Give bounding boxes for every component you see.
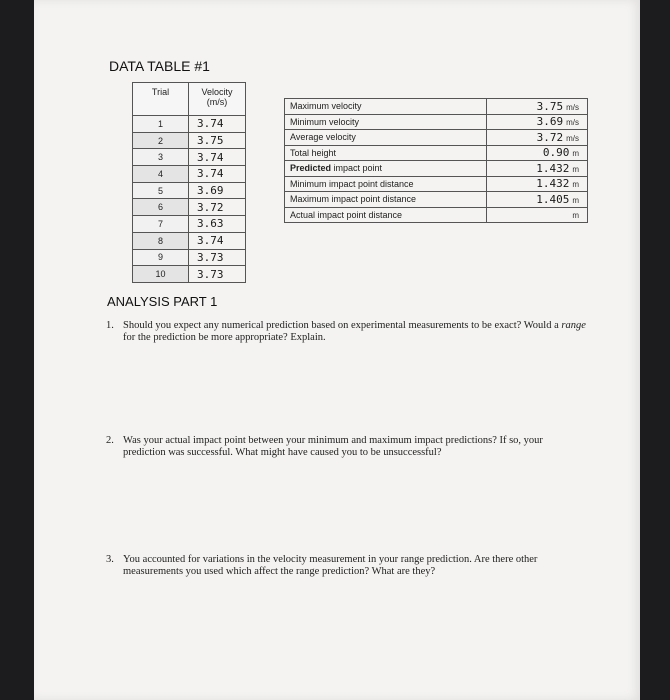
trial-cell: 1 bbox=[133, 116, 189, 133]
trial-cell: 8 bbox=[133, 232, 189, 249]
velocity-cell: 3.74 bbox=[189, 166, 246, 183]
table-row bbox=[285, 99, 588, 115]
table-row bbox=[285, 207, 588, 223]
trial-velocity-table bbox=[132, 82, 246, 283]
velocity-header-label: Velocity bbox=[201, 87, 233, 97]
data-table-title: DATA TABLE #1 bbox=[109, 58, 210, 74]
summary-unit: m/s bbox=[566, 102, 579, 112]
summary-value-cell bbox=[487, 207, 588, 223]
question-number: 3. bbox=[106, 554, 114, 565]
velocity-cell: 3.74 bbox=[189, 149, 246, 166]
velocity-summary-table bbox=[284, 98, 588, 223]
summary-value: 1.405 bbox=[536, 192, 570, 206]
trial-cell: 2 bbox=[133, 132, 189, 149]
table-row bbox=[133, 266, 246, 283]
trial-header: Trial bbox=[133, 83, 189, 116]
worksheet-page bbox=[34, 0, 640, 700]
velocity-cell: 3.74 bbox=[189, 116, 246, 133]
summary-label: Minimum velocity bbox=[285, 114, 487, 130]
summary-value-cell bbox=[487, 114, 588, 130]
table-row bbox=[133, 116, 246, 133]
summary-unit: m bbox=[572, 164, 579, 174]
question-2 bbox=[106, 435, 586, 458]
velocity-cell: 3.74 bbox=[189, 232, 246, 249]
summary-value-cell bbox=[487, 176, 588, 192]
table-row bbox=[133, 182, 246, 199]
summary-value: 3.72 bbox=[536, 130, 564, 144]
table-row bbox=[285, 192, 588, 208]
summary-label: Actual impact point distance bbox=[285, 207, 487, 223]
summary-unit: m/s bbox=[566, 133, 579, 143]
trial-cell: 6 bbox=[133, 199, 189, 216]
summary-label bbox=[285, 161, 487, 177]
velocity-header-unit: (m/s) bbox=[206, 97, 228, 107]
table-row bbox=[133, 166, 246, 183]
summary-value-cell bbox=[487, 192, 588, 208]
velocity-cell: 3.69 bbox=[189, 182, 246, 199]
question-1 bbox=[106, 320, 586, 343]
table-row bbox=[133, 132, 246, 149]
table-row bbox=[133, 199, 246, 216]
summary-label: Average velocity bbox=[285, 130, 487, 146]
summary-value: 3.69 bbox=[536, 115, 564, 129]
question-text-part: Should you expect any numerical prediction based on experimental measurements to be exact? Would a bbox=[123, 320, 562, 331]
summary-value-cell bbox=[487, 145, 588, 161]
summary-unit: m bbox=[572, 211, 579, 221]
table-row bbox=[133, 232, 246, 249]
table-row bbox=[285, 145, 588, 161]
table-row bbox=[285, 130, 588, 146]
trial-cell: 7 bbox=[133, 216, 189, 233]
summary-unit: m bbox=[572, 149, 579, 159]
analysis-title: ANALYSIS PART 1 bbox=[107, 294, 218, 309]
question-text bbox=[123, 320, 586, 343]
summary-label: Minimum impact point distance bbox=[285, 176, 487, 192]
trial-cell: 10 bbox=[133, 266, 189, 283]
summary-label: Total height bbox=[285, 145, 487, 161]
summary-label-bold: Predicted bbox=[290, 163, 332, 174]
summary-label-rest: impact point bbox=[331, 163, 383, 174]
summary-unit: m bbox=[572, 195, 579, 205]
summary-label: Maximum velocity bbox=[285, 99, 487, 115]
table-row bbox=[133, 149, 246, 166]
table-row bbox=[133, 249, 246, 266]
question-3 bbox=[106, 554, 586, 577]
trial-cell: 9 bbox=[133, 249, 189, 266]
table-row bbox=[285, 114, 588, 130]
trial-cell: 5 bbox=[133, 182, 189, 199]
question-number: 2. bbox=[106, 435, 114, 446]
velocity-cell: 3.73 bbox=[189, 249, 246, 266]
velocity-cell: 3.73 bbox=[189, 266, 246, 283]
question-text: Was your actual impact point between your minimum and maximum impact predictions? If so, your prediction was successful. What might have caused you to be unsuccessful? bbox=[123, 435, 543, 458]
summary-label: Maximum impact point distance bbox=[285, 192, 487, 208]
velocity-header bbox=[189, 83, 246, 116]
summary-value-cell bbox=[487, 99, 588, 115]
summary-value: 0.90 bbox=[542, 146, 570, 160]
trial-cell: 4 bbox=[133, 166, 189, 183]
velocity-cell: 3.75 bbox=[189, 132, 246, 149]
summary-value: 1.432 bbox=[536, 177, 570, 191]
velocity-cell: 3.72 bbox=[189, 199, 246, 216]
question-text-italic: range bbox=[561, 320, 586, 331]
table-row bbox=[133, 216, 246, 233]
table-row bbox=[285, 176, 588, 192]
trial-cell: 3 bbox=[133, 149, 189, 166]
summary-value-cell bbox=[487, 161, 588, 177]
summary-unit: m bbox=[572, 180, 579, 190]
question-text: You accounted for variations in the velocity measurement in your range prediction. Are there other measurements you used which affect the range prediction? What are they? bbox=[123, 554, 538, 577]
question-text-part: for the prediction be more appropriate? Explain. bbox=[123, 331, 326, 343]
question-number: 1. bbox=[106, 320, 114, 331]
summary-unit: m/s bbox=[566, 118, 579, 128]
summary-value: 3.75 bbox=[536, 99, 564, 113]
table-row bbox=[285, 161, 588, 177]
summary-value: 1.432 bbox=[536, 161, 570, 175]
summary-value-cell bbox=[487, 130, 588, 146]
velocity-cell: 3.63 bbox=[189, 216, 246, 233]
